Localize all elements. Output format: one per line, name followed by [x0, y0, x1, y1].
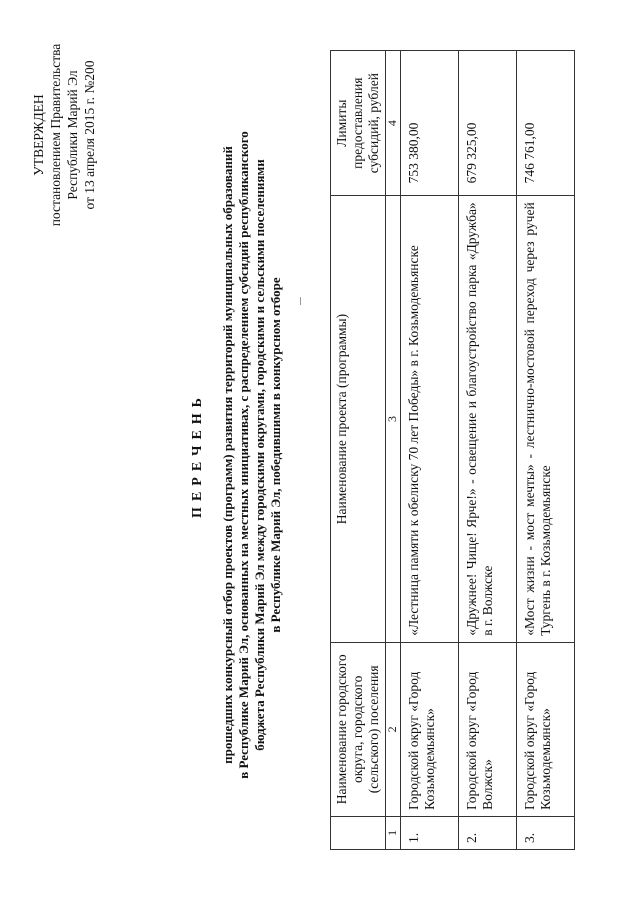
approval-stamp — [30, 5, 98, 265]
document-title: ПЕРЕЧЕНЬ — [190, 392, 205, 518]
row-project: «Мост жизни - мост мечты» - лестнично-мостовой переход через ручей Тургень в г. Козьмодемьянске — [517, 196, 575, 642]
column-number-row — [386, 51, 401, 850]
document-heading — [190, 45, 284, 865]
table-row — [459, 51, 517, 850]
column-number: 2 — [386, 642, 401, 816]
row-limit: 679 325,00 — [459, 51, 517, 196]
approval-title: УТВЕРЖДЕН — [31, 94, 46, 176]
projects-table — [330, 50, 575, 850]
approval-line-date: от 13 апреля 2015 г. №200 — [82, 60, 97, 210]
table-row — [401, 51, 459, 850]
header-municipality: Наименование городского округа, городского (сельского) поселения — [331, 642, 386, 816]
row-municipality: Городской округ «Город Козьмодемьянск» — [517, 642, 575, 816]
column-number: 4 — [386, 51, 401, 196]
row-municipality: Городской округ «Город Волжск» — [459, 642, 517, 816]
heading-line-1: прошедших конкурсный отбор проектов (программ) развития территорий муниципальных образований — [220, 146, 235, 764]
separator-dash — [300, 297, 301, 305]
row-limit: 746 761,00 — [517, 51, 575, 196]
column-number: 3 — [386, 196, 401, 642]
row-number: 1. — [401, 816, 459, 849]
heading-line-4: в Республике Марий Эл, победившими в конкурсном отборе — [268, 277, 283, 633]
row-municipality: Городской округ «Город Козьмодемьянск» — [401, 642, 459, 816]
heading-line-2: в Республике Марий Эл, основанных на местных инициативах, с распределением субсидий республиканского — [236, 131, 251, 779]
row-number: 2. — [459, 816, 517, 849]
approval-line-decree: постановлением Правительства — [48, 43, 63, 227]
header-project: Наименование проекта (программы) — [331, 196, 386, 642]
table-row — [517, 51, 575, 850]
row-limit: 753 380,00 — [401, 51, 459, 196]
table-header-row — [331, 51, 386, 850]
row-number: 3. — [517, 816, 575, 849]
header-number — [331, 816, 386, 849]
column-number: 1 — [386, 816, 401, 849]
heading-line-3: бюджета Республики Марий Эл между городскими округами, городскими и сельскими поселениями — [252, 159, 267, 751]
approval-line-republic: Республики Марий Эл — [65, 70, 80, 200]
header-limit: Лимиты предоставления субсидий, рублей — [331, 51, 386, 196]
row-project: «Лестница памяти к обелиску 70 лет Победы» в г. Козьмодемьянске — [401, 196, 459, 642]
row-project: «Дружнее! Чище! Ярче!» - освещение и благоустройство парка «Дружба» в г. Волжске — [459, 196, 517, 642]
